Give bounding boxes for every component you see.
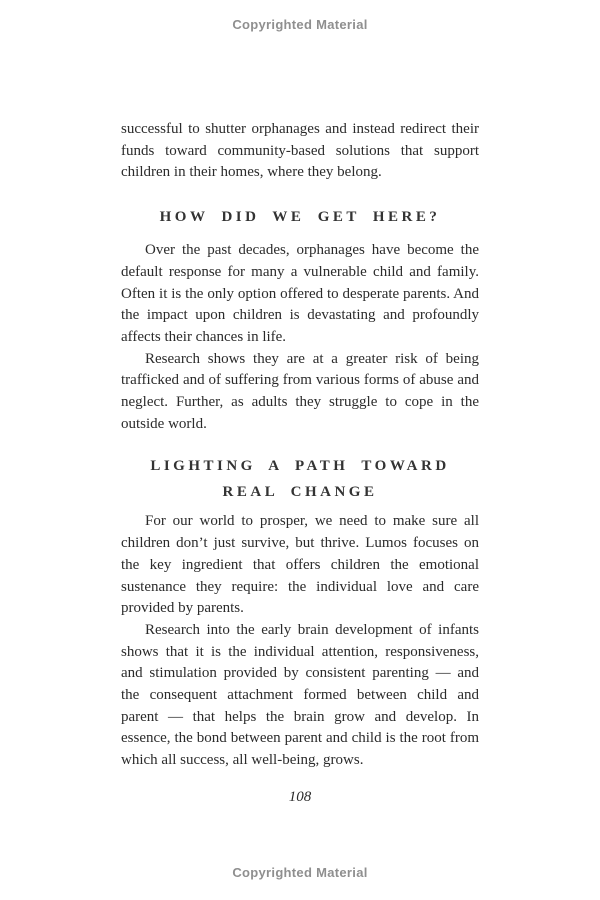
copyright-notice-bottom: Copyrighted Material	[232, 865, 368, 880]
heading-line-2: REAL CHANGE	[222, 484, 378, 501]
paragraph-brain-development: Research into the early brain development of infants shows that it is the individual attention, responsiveness, and stimulation provided by consistent parenting — and the consequent attachment formed between child and parent — that helps the brain grow and develop. In essence, the bond between parent and child is the root from which all success, all well-being, grows.	[121, 621, 479, 769]
section-heading-how-did-we-get-here: HOW DID WE GET HERE?	[159, 209, 441, 226]
paragraph-research-risk: Research shows they are at a greater risk of being trafficked and of suffering from various forms of abuse and neglect. Further, as adults they struggle to cope in the outside world.	[121, 350, 479, 432]
heading-line-1: LIGHTING A PATH TOWARD	[150, 458, 450, 475]
body-text-block	[121, 119, 479, 772]
paragraph-world-prosper: For our world to prosper, we need to make sure all children don’t just survive, but thrive. Lumos focuses on the key ingredient that offers children the emotional sustenance they require: the individual love and care provided by parents.	[121, 513, 479, 617]
section-heading-lighting-a-path	[121, 453, 479, 505]
copyright-notice-top: Copyrighted Material	[232, 17, 368, 32]
paragraph-continuation: successful to shutter orphanages and instead redirect their funds toward community-based solutions that support children in their homes, where they belong.	[121, 121, 479, 181]
paragraph-orphanages-default: Over the past decades, orphanages have become the default response for many a vulnerable child and family. Often it is the only option offered to desperate parents. And the impact upon children is devastating and profoundly affects their chances in life.	[121, 242, 479, 345]
page-number: 108	[288, 789, 312, 805]
